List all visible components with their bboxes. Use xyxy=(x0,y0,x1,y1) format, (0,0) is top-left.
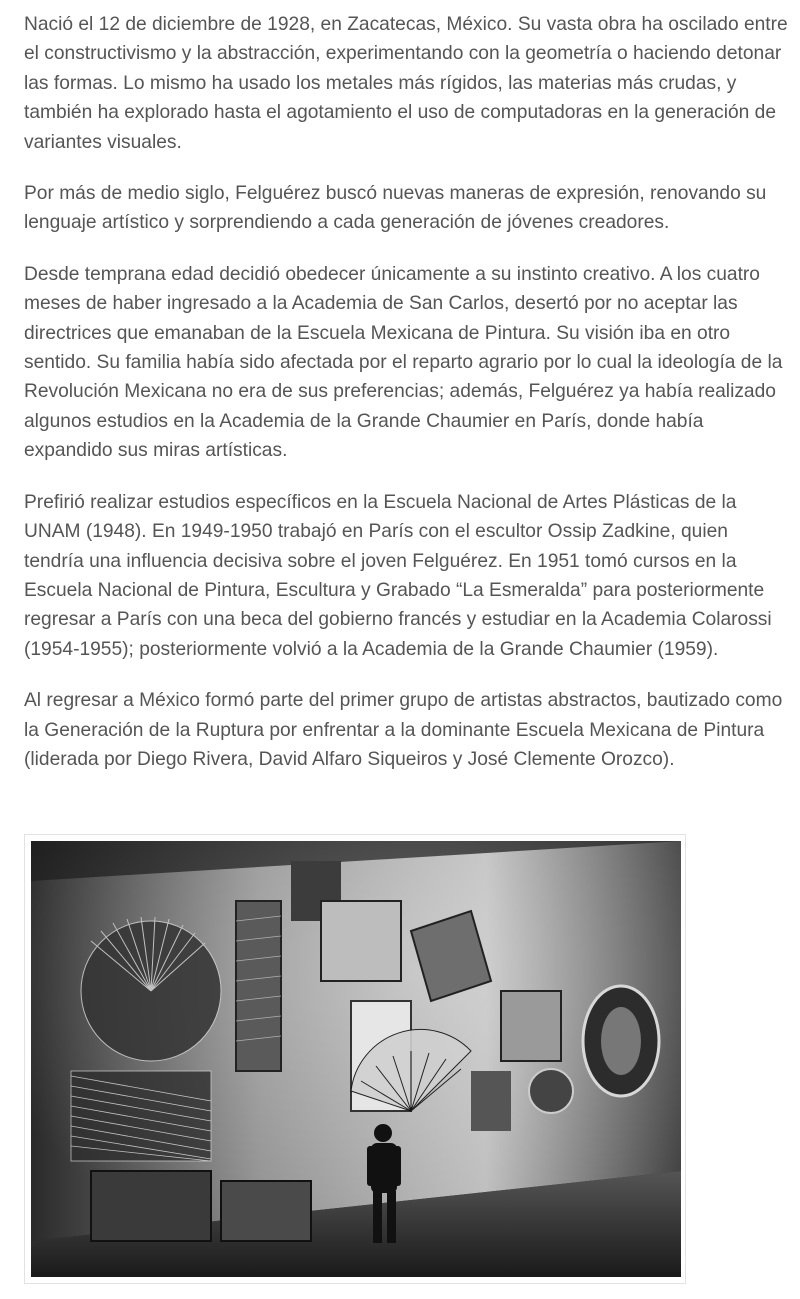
paragraph-birth: Nació el 12 de diciembre de 1928, en Zacatecas, México. Su vasta obra ha oscilado entre el constructivismo y la abstracción, experimentando con la geometría o haciendo detonar las formas. Lo mismo ha usado los metales más rígidos, las materias más crudas, y también ha explorado hasta el agotamiento el uso de computadoras en la generación de variantes visuales. xyxy=(24,14,788,153)
mural-photo-image xyxy=(31,841,681,1277)
paragraph-half-century: Por más de medio siglo, Felguérez buscó nuevas maneras de expresión, renovando su lenguaje artístico y sorprendiendo a cada generación de jóvenes creadores. xyxy=(24,183,767,234)
paragraph-studies: Prefirió realizar estudios específicos en la Escuela Nacional de Artes Plásticas de la UNAM (1948). En 1949-1950 trabajó en París con el escultor Ossip Zadkine, quien tendría una influencia decisiva sobre el joven Felguérez. En 1951 tomó cursos en la Escuela Nacional de Pintura, Escultura y Grabado “La Esmeralda” para posteriormente regresar a París con una beca del gobierno francés y estudiar en la Academia Colarossi (1954-1955); posteriormente volvió a la Academia de la Grande Chaumier (1959). xyxy=(24,491,772,660)
paragraph-ruptura: Al regresar a México formó parte del primer grupo de artistas abstractos, bautizado como la Generación de la Ruptura por enfrentar a la dominante Escuela Mexicana de Pintura (liderada por Diego Rivera, David Alfaro Siqueiros y José Clemente Orozco). xyxy=(24,690,783,770)
mural-photo xyxy=(24,834,686,1284)
paragraph-early-years: Desde temprana edad decidió obedecer únicamente a su instinto creativo. A los cuatro meses de haber ingresado a la Academia de San Carlos, desertó por no aceptar las directrices que emanaban de la Escuela Mexicana de Pintura. Su visión iba en otro sentido. Su familia había sido afectada por el reparto agrario por lo cual la ideología de la Revolución Mexicana no era de sus preferencias; además, Felguérez ya había realizado algunos estudios en la Academia de la Grande Chaumier en París, donde había expandido sus miras artísticas. xyxy=(24,263,783,462)
